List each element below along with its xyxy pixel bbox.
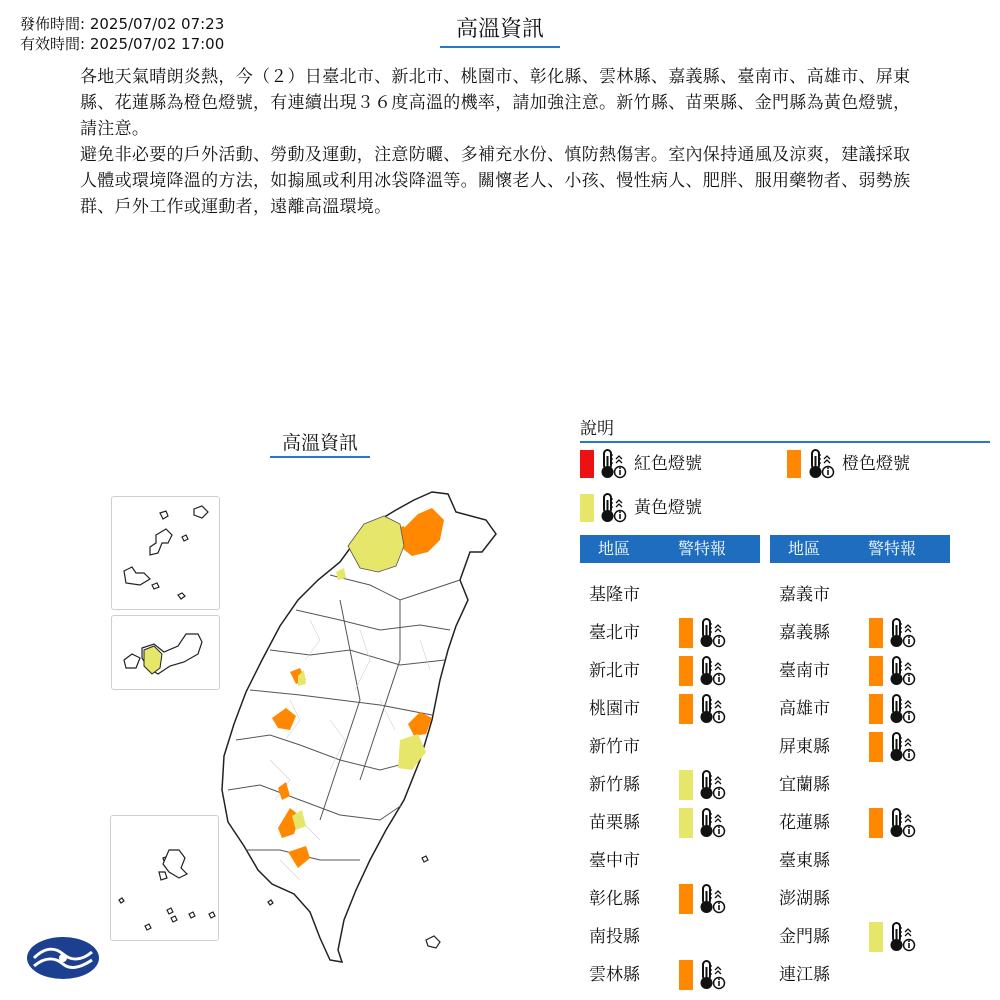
alert-level-orange bbox=[679, 884, 693, 914]
thermometer-icon bbox=[805, 448, 835, 480]
alert-level-orange bbox=[869, 732, 883, 762]
thermometer-icon bbox=[696, 617, 726, 649]
region-name: 臺東縣 bbox=[779, 851, 830, 871]
inset-penghu bbox=[110, 815, 219, 941]
region-name: 新竹縣 bbox=[589, 775, 640, 795]
legend-title: 說明 bbox=[580, 418, 990, 443]
alert-level-orange bbox=[869, 656, 883, 686]
thermometer-icon bbox=[696, 883, 726, 915]
thermometer-icon bbox=[696, 807, 726, 839]
issued-time: 發佈時間: 2025/07/02 07:23 bbox=[20, 15, 225, 33]
region-name: 嘉義縣 bbox=[779, 623, 830, 643]
thermometer-icon bbox=[886, 731, 916, 763]
thermometer-icon bbox=[597, 448, 627, 480]
region-row bbox=[580, 770, 760, 808]
region-row bbox=[580, 884, 760, 922]
inset-kinmen bbox=[111, 615, 220, 690]
alert-level-orange bbox=[869, 808, 883, 838]
region-row bbox=[770, 694, 950, 732]
thermometer-icon bbox=[696, 769, 726, 801]
region-row bbox=[580, 656, 760, 694]
legend-swatch-orange bbox=[787, 450, 801, 478]
legend-label-red: 紅色燈號 bbox=[634, 454, 702, 474]
region-name: 基隆市 bbox=[589, 585, 640, 605]
region-row bbox=[770, 732, 950, 770]
region-row bbox=[770, 770, 950, 808]
region-row bbox=[770, 922, 950, 960]
region-name: 澎湖縣 bbox=[779, 889, 830, 909]
page-title: 高溫資訊 bbox=[440, 14, 560, 48]
region-row bbox=[580, 808, 760, 846]
thermometer-icon bbox=[886, 807, 916, 839]
region-name: 嘉義市 bbox=[779, 585, 830, 605]
region-name: 連江縣 bbox=[779, 965, 830, 985]
valid-time: 有效時間: 2025/07/02 17:00 bbox=[20, 35, 225, 53]
advisory-paragraph-1: 各地天氣晴朗炎熱，今（２）日臺北市、新北市、桃園市、彰化縣、雲林縣、嘉義縣、臺南市、高雄市、屏東縣、花蓮縣為橙色燈號，有連續出現３６度高溫的機率，請加強注意。新竹縣、苗栗縣、金門縣為黃色燈號，請注意。 bbox=[80, 67, 911, 139]
region-row bbox=[580, 618, 760, 656]
region-name: 屏東縣 bbox=[779, 737, 830, 757]
alert-level-orange bbox=[869, 694, 883, 724]
alert-level-orange bbox=[679, 694, 693, 724]
region-row bbox=[770, 656, 950, 694]
region-row bbox=[770, 846, 950, 884]
thermometer-icon bbox=[886, 617, 916, 649]
region-name: 南投縣 bbox=[589, 927, 640, 947]
alert-level-orange bbox=[679, 960, 693, 990]
region-row bbox=[580, 922, 760, 960]
region-name: 彰化縣 bbox=[589, 889, 640, 909]
thermometer-icon bbox=[696, 693, 726, 725]
region-name: 宜蘭縣 bbox=[779, 775, 830, 795]
region-row bbox=[580, 846, 760, 884]
alert-level-yellow bbox=[679, 808, 693, 838]
thermometer-icon bbox=[696, 959, 726, 991]
col-region: 地區 bbox=[598, 539, 631, 558]
advisory-text bbox=[80, 64, 920, 220]
col-alert: 警特報 bbox=[868, 539, 917, 558]
region-name: 金門縣 bbox=[779, 927, 830, 947]
region-row bbox=[770, 884, 950, 922]
region-name: 花蓮縣 bbox=[779, 813, 830, 833]
taiwan-map bbox=[215, 480, 505, 980]
table-header-right bbox=[770, 535, 950, 563]
region-row bbox=[580, 580, 760, 618]
alert-level-yellow bbox=[679, 770, 693, 800]
region-row bbox=[580, 732, 760, 770]
thermometer-icon bbox=[696, 655, 726, 687]
thermometer-icon bbox=[886, 921, 916, 953]
inset-matsu bbox=[111, 496, 220, 610]
region-name: 新竹市 bbox=[589, 737, 640, 757]
col-region: 地區 bbox=[788, 539, 821, 558]
region-row bbox=[770, 960, 950, 998]
region-name: 桃園市 bbox=[589, 699, 640, 719]
cwa-logo-icon bbox=[26, 936, 100, 980]
region-name: 苗栗縣 bbox=[589, 813, 640, 833]
thermometer-icon bbox=[886, 693, 916, 725]
region-row bbox=[770, 808, 950, 846]
thermometer-icon bbox=[886, 655, 916, 687]
region-list-left bbox=[580, 580, 760, 990]
region-name: 臺中市 bbox=[589, 851, 640, 871]
alert-level-orange bbox=[869, 618, 883, 648]
region-name: 雲林縣 bbox=[589, 965, 640, 985]
region-name: 高雄市 bbox=[779, 699, 830, 719]
alert-level-yellow bbox=[869, 922, 883, 952]
alert-level-orange bbox=[679, 656, 693, 686]
map-title: 高溫資訊 bbox=[270, 430, 370, 458]
alert-level-orange bbox=[679, 618, 693, 648]
region-row bbox=[770, 580, 950, 618]
region-row bbox=[580, 960, 760, 998]
region-name: 新北市 bbox=[589, 661, 640, 681]
region-row bbox=[770, 618, 950, 656]
thermometer-icon bbox=[597, 492, 627, 524]
legend-swatch-yellow bbox=[580, 494, 594, 522]
region-list-right bbox=[770, 580, 950, 990]
advisory-paragraph-2: 避免非必要的戶外活動、勞動及運動，注意防曬、多補充水份、慎防熱傷害。室內保持通風及涼爽，建議採取人體或環境降溫的方法，如搧風或利用冰袋降溫等。關懷老人、小孩、慢性病人、肥胖、服用藥物者、弱勢族群、戶外工作或運動者，遠離高溫環境。 bbox=[80, 145, 911, 217]
legend-swatch-red bbox=[580, 450, 594, 478]
legend-label-orange: 橙色燈號 bbox=[842, 454, 910, 474]
col-alert: 警特報 bbox=[678, 539, 727, 558]
region-name: 臺南市 bbox=[779, 661, 830, 681]
region-row bbox=[580, 694, 760, 732]
region-name: 臺北市 bbox=[589, 623, 640, 643]
legend-label-yellow: 黃色燈號 bbox=[634, 498, 702, 518]
table-header-left bbox=[580, 535, 760, 563]
